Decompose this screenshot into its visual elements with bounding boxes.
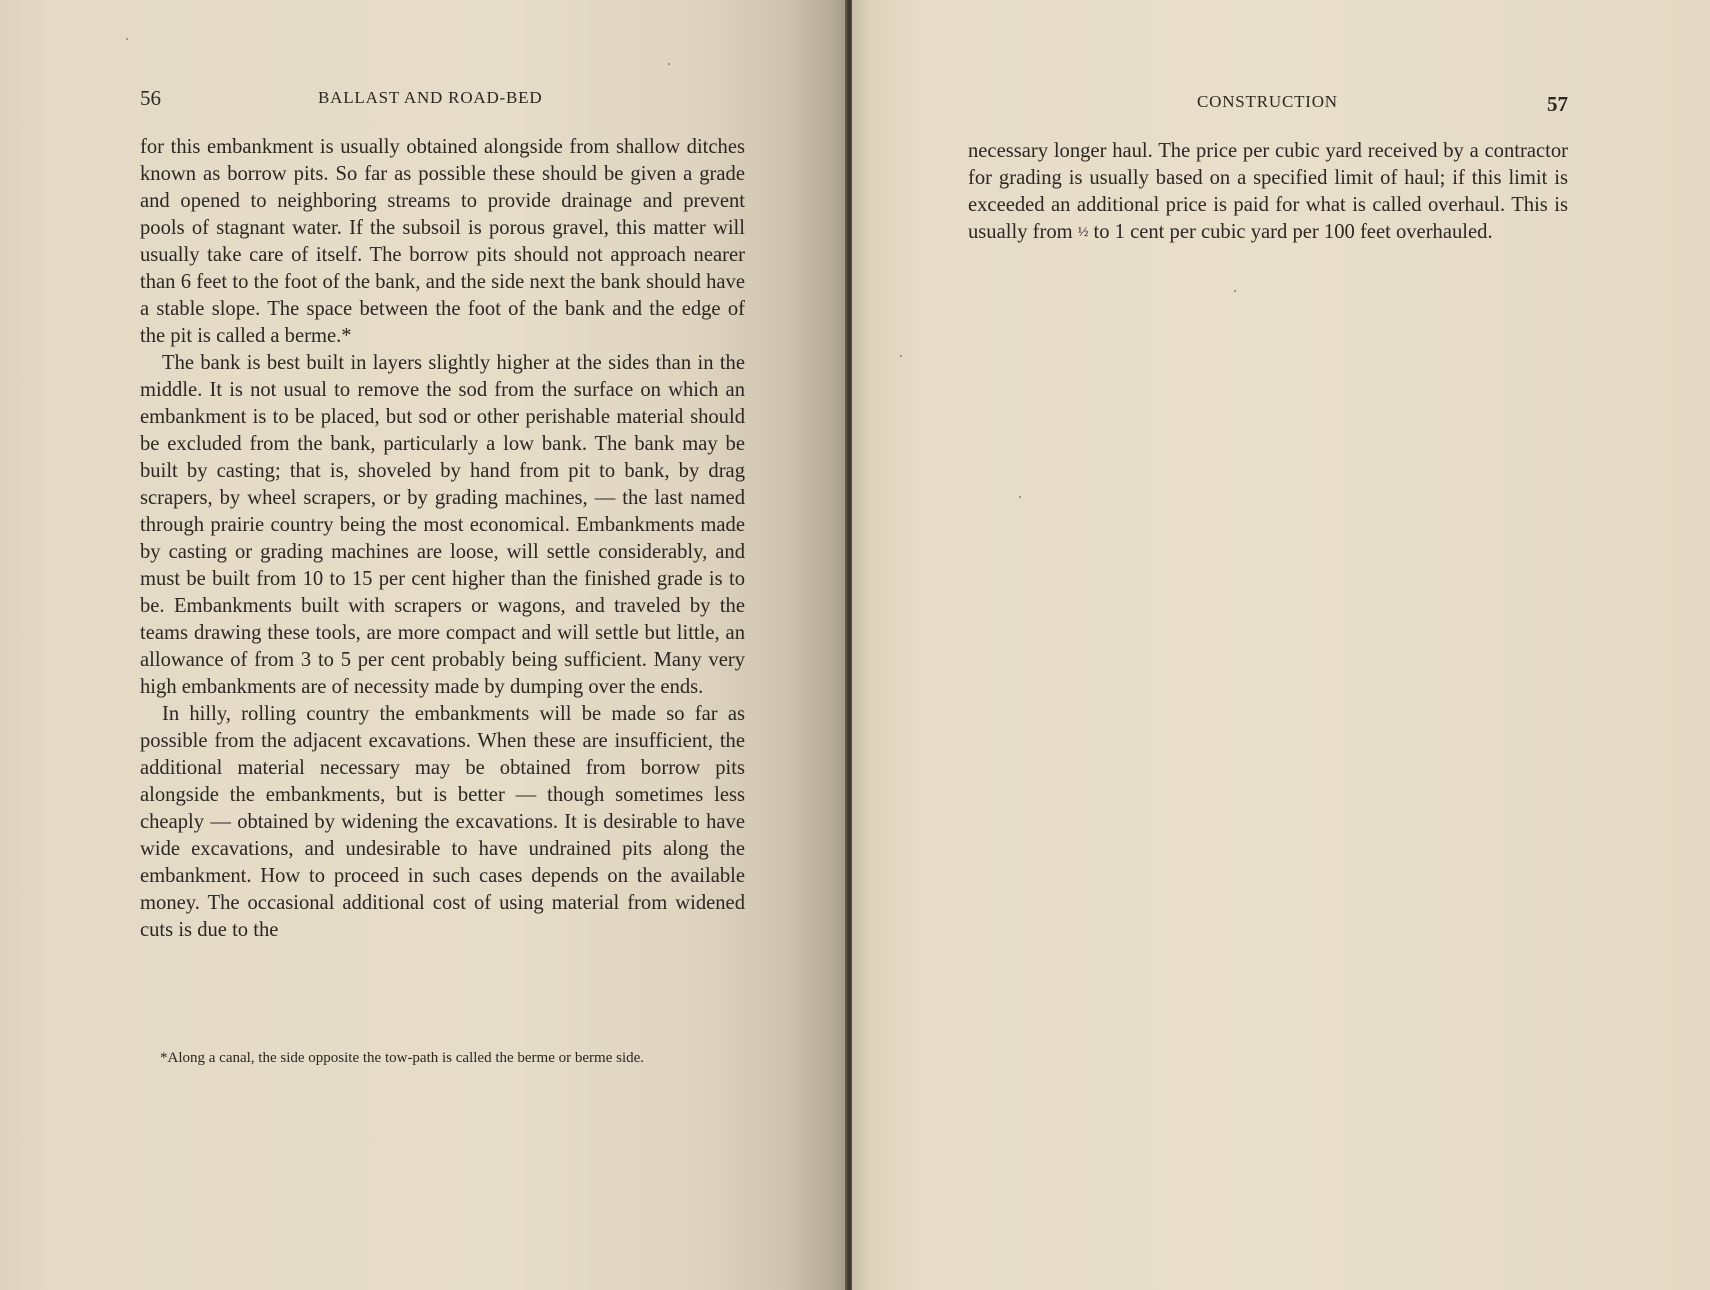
paragraph (968, 138, 1568, 246)
paper-speck (900, 355, 902, 357)
right-page-body (968, 138, 1568, 246)
paragraph-text: to 1 cent per cubic yard per 100 feet overhauled. (1088, 221, 1493, 243)
paper-speck (668, 63, 670, 65)
footnote-text: *Along a canal, the side opposite the tow-path is called the berme or berme side. (160, 1050, 645, 1066)
paragraph: for this embankment is usually obtained alongside from shallow ditches known as borrow pits. So far as possible these should be given a grade and opened to neighboring streams to provide drainage and prevent pools of stagnant water. If the subsoil is porous gravel, this matter will usually take care of itself. The borrow pits should not approach nearer than 6 feet to the foot of the bank, and the side next the bank should have a stable slope. The space between the foot of the bank and the edge of the pit is called a berme.* (140, 136, 745, 347)
left-page (0, 0, 850, 1290)
paper-speck (126, 38, 128, 40)
paragraph: The bank is best built in layers slightly higher at the sides than in the middle. It is not usual to remove the sod from the surface on which an embankment is to be placed, but sod or other perishable material should be excluded from the bank, particularly a low bank. The bank may be built by casting; that is, shoveled by hand from pit to bank, by drag scrapers, by wheel scrapers, or by grading machines, — the last named through prairie country being the most economical. Embankments made by casting or grading machines are loose, will settle considerably, and must be built from 10 to 15 per cent higher than the finished grade is to be. Embankments built with scrapers or wagons, and traveled by the teams drawing these tools, are more compact and will settle but little, an allowance of from 3 to 5 per cent probably being sufficient. Many very high embankments are of necessity made by dumping over the ends. (140, 352, 745, 698)
page-number-left: 56 (140, 86, 161, 110)
running-header-left: BALLAST AND ROAD-BED (318, 88, 543, 107)
fraction: ½ (1077, 225, 1089, 240)
paragraph: In hilly, rolling country the embankments will be made so far as possible from the adjacent excavations. When these are insufficient, the additional material necessary may be obtained from borrow pits alongside the embankments, but is better — though sometimes less cheaply — obtained by widening the excavations. It is desirable to have wide excavations, and undesirable to have undrained pits along the embankment. How to proceed in such cases depends on the available money. The occasional additional cost of using material from widened cuts is due to the (140, 703, 745, 941)
right-page (852, 0, 1710, 1290)
paper-speck (1019, 496, 1021, 498)
left-page-body (140, 134, 745, 944)
running-header-right: CONSTRUCTION (1197, 92, 1338, 111)
footnote (148, 1047, 750, 1070)
page-number-right: 57 (1547, 92, 1568, 116)
paragraph-text: necessary longer haul. The price per cubic yard received by a contractor for grading is usually based on a specified limit of haul; if this limit is exceeded an additional price is paid for what is called overhaul. This is usually from (968, 140, 1568, 243)
paper-speck (1234, 290, 1236, 292)
